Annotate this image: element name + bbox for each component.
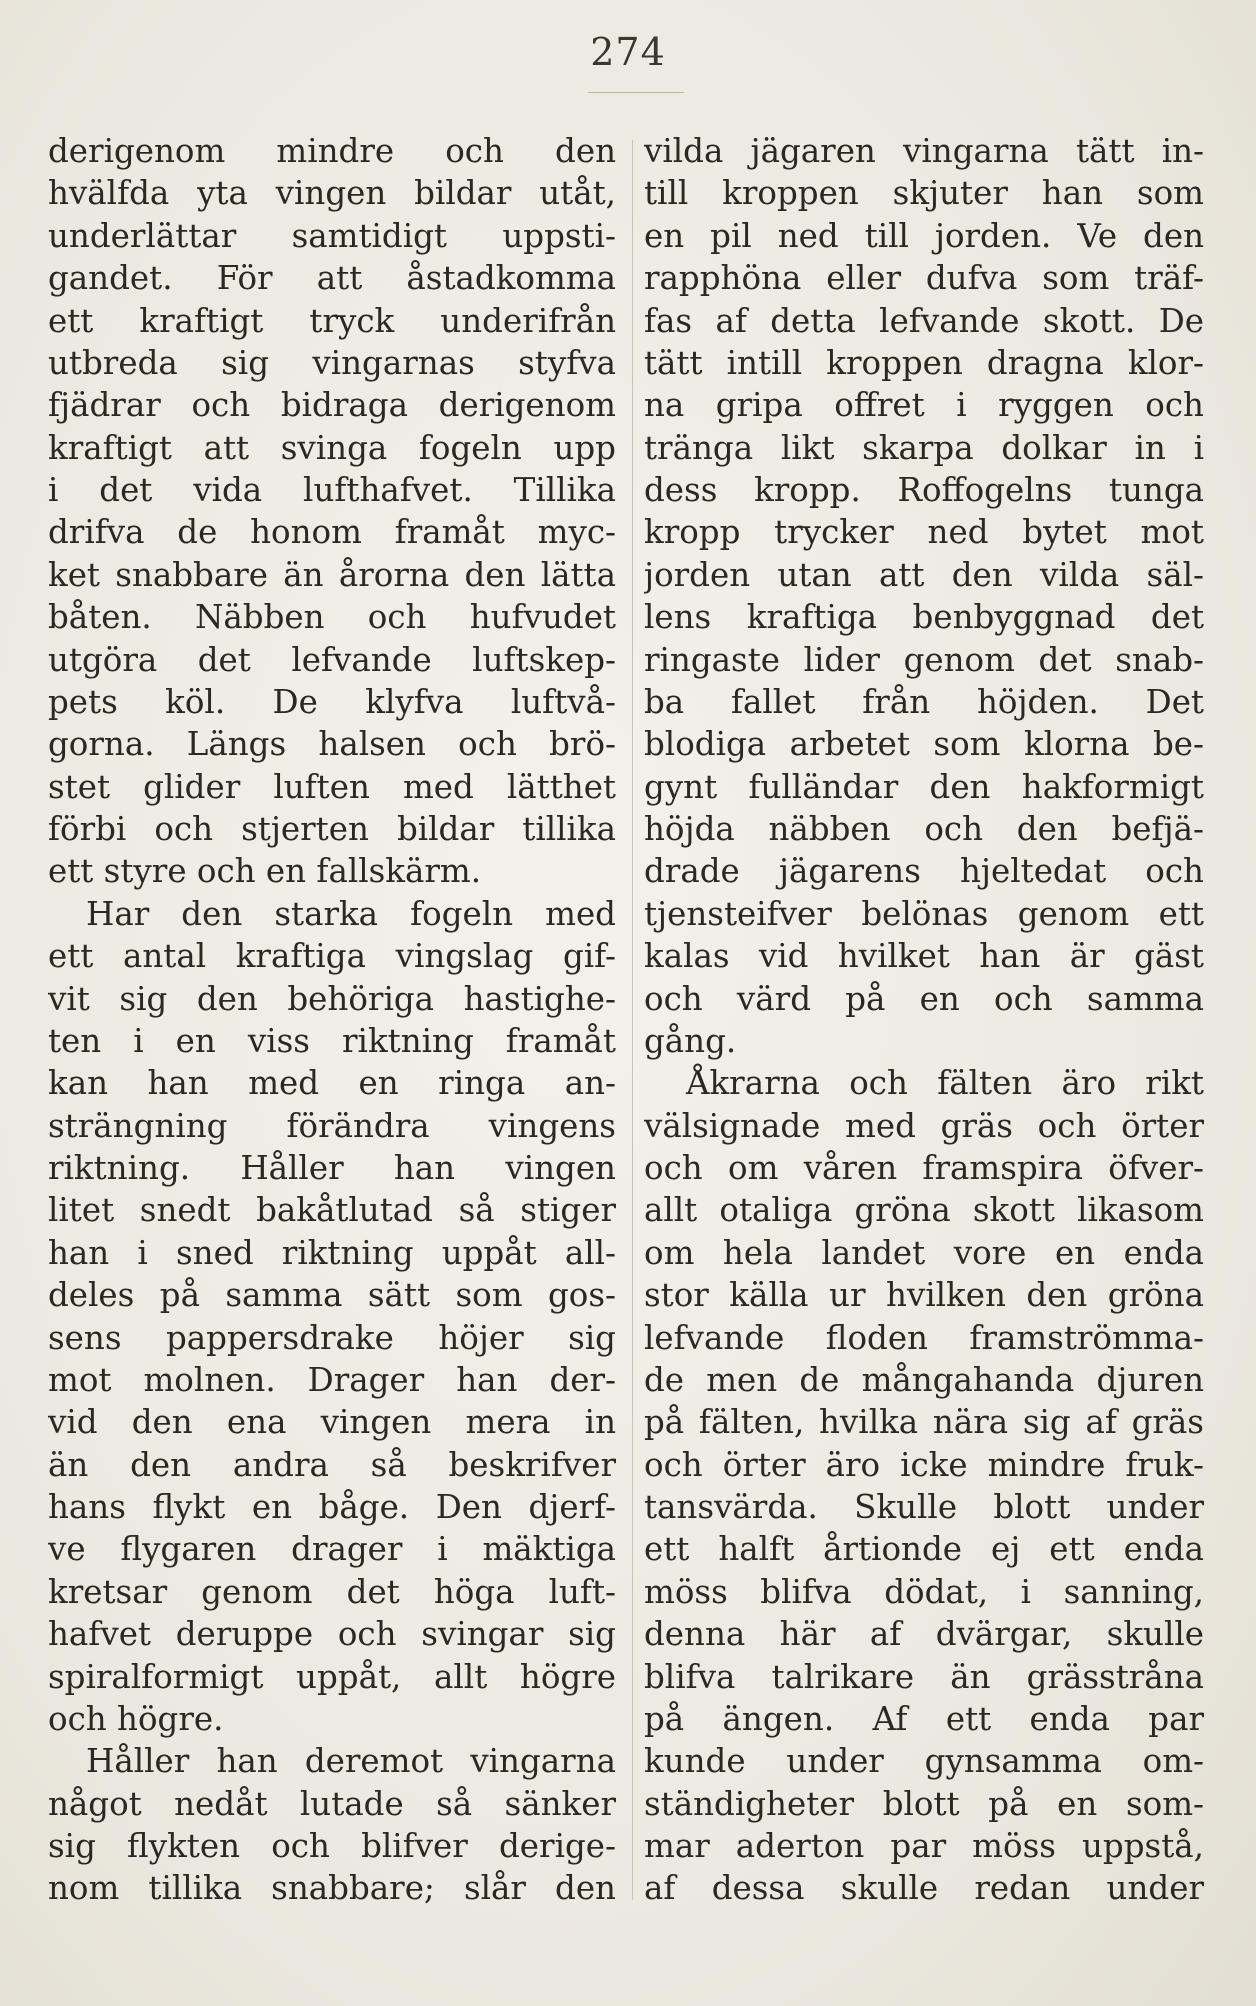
column-divider — [632, 140, 633, 1900]
text-line: ket snabbare än årorna den lätta — [48, 555, 616, 594]
text-line: litet snedt bakåtlutad så stiger — [48, 1191, 616, 1230]
text-line: kalas vid hvilket han är gäst — [644, 937, 1204, 976]
text-line: strängning förändra vingens — [48, 1106, 616, 1145]
text-line: stet glider luften med lätthet — [48, 767, 616, 806]
text-line: än den andra så beskrifver — [48, 1445, 616, 1484]
text-line: jorden utan att den vilda säl- — [644, 555, 1204, 594]
text-line: fjädrar och bidraga derigenom — [48, 386, 616, 425]
text-line: tansvärda. Skulle blott under — [644, 1488, 1204, 1526]
text-line: pets köl. De klyfva luftvå- — [48, 682, 616, 721]
text-line: båten. Näbben och hufvudet — [48, 598, 616, 637]
text-line: ringaste lider genom det snab- — [644, 640, 1204, 679]
text-line: ten i en viss riktning framåt — [48, 1021, 616, 1060]
text-line: tjensteifver belönas genom ett — [644, 894, 1204, 933]
text-line: tränga likt skarpa dolkar in i — [644, 428, 1204, 467]
header-rule — [588, 92, 684, 93]
text-line: kan han med en ringa an- — [48, 1064, 616, 1103]
text-line: vilda jägaren vingarna tätt in- — [644, 132, 1204, 170]
text-line: och örter äro icke mindre fruk- — [644, 1445, 1204, 1484]
text-line: af dessa skulle redan under — [644, 1869, 1204, 1908]
text-line: fas af detta lefvande skott. De — [644, 301, 1204, 340]
text-line: i det vida lufthafvet. Tillika — [48, 471, 616, 509]
text-line: utbreda sig vingarnas styfva — [48, 343, 616, 382]
text-line: välsignade med gräs och örter — [644, 1106, 1204, 1145]
text-line: på fälten, hvilka nära sig af gräs — [644, 1403, 1204, 1442]
text-line: ve flygaren drager i mäktiga — [48, 1530, 616, 1569]
text-line: spiralformigt uppåt, allt högre — [48, 1657, 616, 1696]
text-line: hafvet deruppe och svingar sig — [48, 1615, 616, 1654]
text-line: gång. — [644, 1021, 737, 1060]
text-line: de men de mångahanda djuren — [644, 1360, 1204, 1399]
page-number: 274 — [590, 30, 666, 74]
text-line: sens pappersdrake höjer sig — [48, 1318, 616, 1357]
text-line: vid den ena vingen mera in — [48, 1403, 616, 1442]
text-line: Har den starka fogeln med — [86, 894, 616, 933]
text-line: till kroppen skjuter han som — [644, 174, 1204, 213]
text-line: Håller han deremot vingarna — [86, 1742, 616, 1781]
text-line: ett styre och en fallskärm. — [48, 852, 482, 891]
text-line: Åkrarna och fälten äro rikt — [686, 1064, 1204, 1103]
text-line: riktning. Håller han vingen — [48, 1149, 616, 1187]
text-line: kropp trycker ned bytet mot — [644, 513, 1204, 552]
text-line: drade jägarens hjeltedat och — [644, 852, 1204, 891]
text-line: sig flykten och blifver derige- — [48, 1827, 616, 1865]
text-line: hvälfda yta vingen bildar utåt, — [48, 174, 616, 213]
text-line: derigenom mindre och den — [48, 132, 616, 170]
text-line: han i sned riktning uppåt all- — [48, 1233, 616, 1272]
text-line: vit sig den behöriga hastighe- — [48, 979, 616, 1018]
text-line: gandet. För att åstadkomma — [48, 259, 616, 298]
text-line: förbi och stjerten bildar tillika — [48, 810, 616, 848]
text-line: kunde under gynsamma om- — [644, 1742, 1204, 1781]
text-line: lefvande floden framströmma- — [644, 1318, 1204, 1357]
text-line: rapphöna eller dufva som träf- — [644, 259, 1204, 298]
text-line: nom tillika snabbare; slår den — [48, 1869, 616, 1908]
text-line: ba fallet från höjden. Det — [644, 682, 1204, 721]
text-line: och högre. — [48, 1699, 224, 1738]
text-line: utgöra det lefvande luftskep- — [48, 640, 616, 679]
text-line: underlättar samtidigt uppsti- — [48, 216, 616, 255]
text-line: dess kropp. Roffogelns tunga — [644, 471, 1204, 509]
text-line: gynt fulländar den hakformigt — [644, 767, 1204, 806]
text-line: och om våren framspira öfver- — [644, 1149, 1204, 1187]
text-line: en pil ned till jorden. Ve den — [644, 216, 1204, 255]
text-line: blifva talrikare än grässtråna — [644, 1657, 1204, 1696]
text-line: blodiga arbetet som klorna be- — [644, 725, 1204, 764]
text-line: höjda näbben och den befjä- — [644, 810, 1204, 848]
text-line: på ängen. Af ett enda par — [644, 1699, 1204, 1738]
right-text-column — [644, 130, 1204, 1910]
text-line: kraftigt att svinga fogeln upp — [48, 428, 616, 467]
text-line: ett halft årtionde ej ett enda — [644, 1530, 1204, 1569]
text-line: deles på samma sätt som gos- — [48, 1276, 616, 1315]
text-line: mar aderton par möss uppstå, — [644, 1827, 1204, 1865]
text-line: hans flykt en båge. Den djerf- — [48, 1488, 616, 1526]
text-line: na gripa offret i ryggen och — [644, 386, 1204, 425]
text-line: ständigheter blott på en som- — [644, 1784, 1204, 1823]
text-line: lens kraftiga benbyggnad det — [644, 598, 1204, 637]
text-line: allt otaliga gröna skott likasom — [644, 1191, 1204, 1230]
left-text-column — [48, 130, 616, 1910]
text-line: ett kraftigt tryck underifrån — [48, 301, 616, 340]
text-line: om hela landet vore en enda — [644, 1233, 1204, 1272]
text-line: möss blifva dödat, i sanning, — [644, 1572, 1204, 1611]
text-line: denna här af dvärgar, skulle — [644, 1615, 1204, 1654]
text-line: stor källa ur hvilken den gröna — [644, 1276, 1204, 1315]
text-line: något nedåt lutade så sänker — [48, 1784, 616, 1823]
text-line: kretsar genom det höga luft- — [48, 1572, 616, 1611]
text-line: ett antal kraftiga vingslag gif- — [48, 937, 616, 976]
text-line: drifva de honom framåt myc- — [48, 513, 616, 552]
text-line: mot molnen. Drager han der- — [48, 1360, 616, 1399]
text-line: gorna. Längs halsen och brö- — [48, 725, 616, 764]
text-line: och värd på en och samma — [644, 979, 1204, 1018]
text-line: tätt intill kroppen dragna klor- — [644, 343, 1204, 382]
